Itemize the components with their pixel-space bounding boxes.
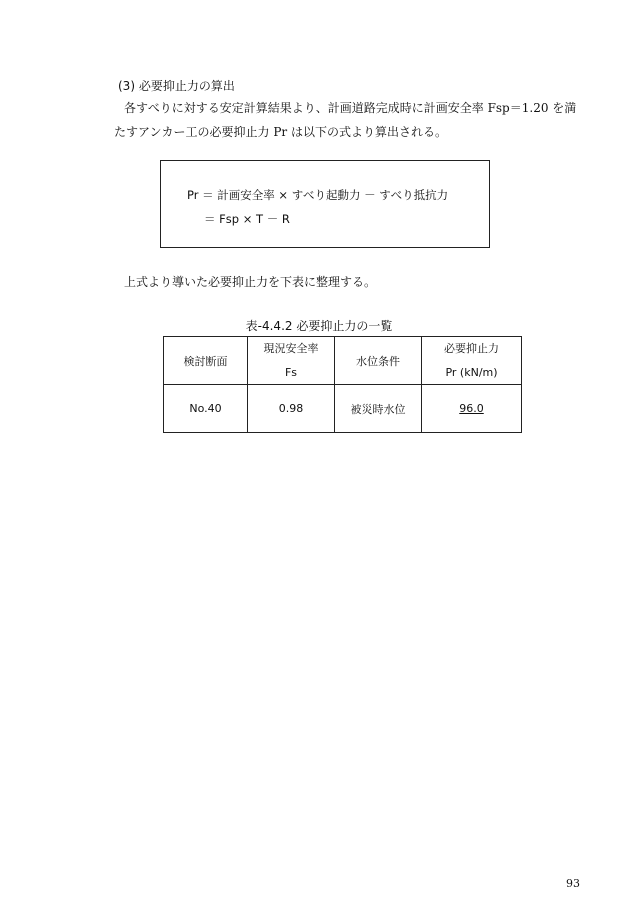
cell-fs: 0.98 [248,385,335,433]
cell-pr [422,385,522,433]
paragraph-2: 上式より導いた必要抑止力を下表に整理する。 [124,275,377,289]
paragraph-line-2: たすアンカー工の必要抑止力 Pr は以下の式より算出される。 [114,125,447,139]
header-pr-label: 必要抑止力 [444,341,499,355]
header-water: 水位条件 [335,337,422,385]
cell-water: 被災時水位 [335,385,422,433]
cell-section: No.40 [164,385,248,433]
formula-line-1: Pr ＝ 計画安全率 × すべり起動力 － すべり抵抗力 [187,188,449,202]
paragraph-line-1: 各すべりに対する安定計算結果より、計画道路完成時に計画安全率 Fsp＝1.20 を満 [124,101,577,115]
header-fs-label: 現況安全率 [263,341,319,355]
table-row [164,385,522,433]
cell-pr-value: 96.0 [459,402,484,415]
header-pr-symbol: Pr (kN/m) [445,365,498,379]
table-caption: 表-4.4.2 必要抑止力の一覧 [245,319,393,333]
formula-line-2: ＝ Fsp × T － R [204,212,290,226]
formula-box [160,160,490,248]
header-fs [248,337,335,385]
header-section: 検討断面 [164,337,248,385]
header-fs-symbol: Fs [284,365,298,379]
required-force-table [163,336,522,433]
table-header-row [164,337,522,385]
page-number: 93 [566,877,580,890]
header-pr [422,337,522,385]
section-heading: (3) 必要抑止力の算出 [118,79,235,93]
